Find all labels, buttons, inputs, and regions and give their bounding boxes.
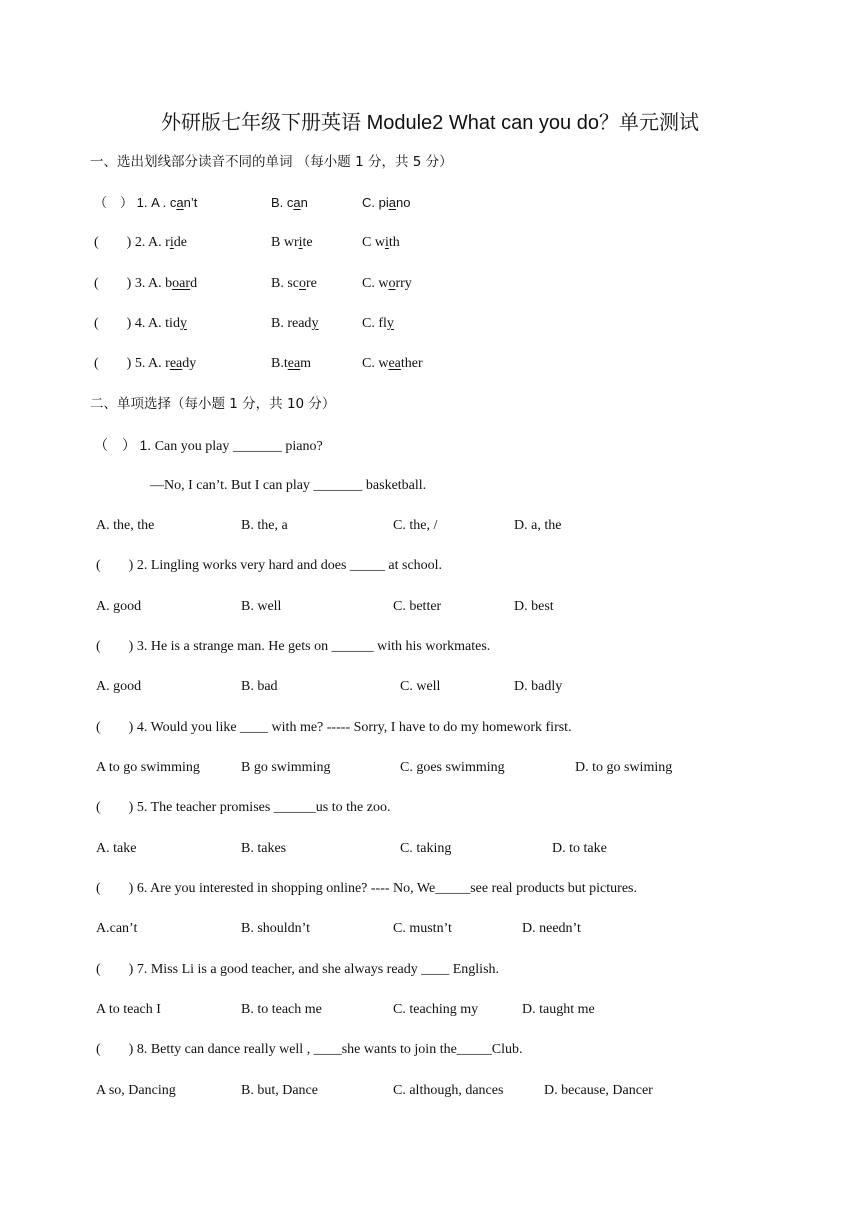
answer-paren[interactable]: ( ) <box>94 235 132 250</box>
option-c: C. weather <box>362 356 423 371</box>
underlined-letters: ea <box>169 356 183 371</box>
option-d[interactable]: D. to take <box>552 841 607 856</box>
answer-paren[interactable]: ( ) <box>96 800 134 815</box>
question-1 <box>94 435 323 457</box>
option-a[interactable]: A.can’t <box>96 921 138 936</box>
option-c[interactable]: C. goes swimming <box>400 760 505 775</box>
option-b[interactable]: B. to teach me <box>241 1002 322 1017</box>
underlined-letters: o <box>388 276 396 291</box>
title-cn-prefix: 外研版七年级下册英语 <box>161 110 362 134</box>
answer-paren[interactable]: ( ) <box>94 276 132 291</box>
answer-paren[interactable]: ( ) <box>96 558 134 573</box>
option-d[interactable]: D. a, the <box>514 518 562 533</box>
option-a[interactable]: A to teach I <box>96 1002 161 1017</box>
option-c[interactable]: C. well <box>400 679 441 694</box>
option-d[interactable]: D. taught me <box>522 1002 595 1017</box>
option-b: B. score <box>271 276 317 291</box>
section1-heading: 一、选出划线部分读音不同的单词 （每小题 1 分，共 5 分） <box>90 154 453 170</box>
option-b[interactable]: B go swimming <box>241 760 331 775</box>
answer-paren[interactable]: ( ) <box>96 962 134 977</box>
question-text: 8. Betty can dance really well , ____she wants to join the_____Club. <box>133 1042 523 1057</box>
option-d[interactable]: D. to go swiming <box>575 760 673 775</box>
option-b[interactable]: B. well <box>241 599 282 614</box>
option-b[interactable]: B. shouldn’t <box>241 921 310 936</box>
option-c: C. fly <box>362 316 394 331</box>
answer-paren[interactable]: ( ) <box>94 356 132 371</box>
underlined-letters: y <box>386 316 394 331</box>
question-text: 6. Are you interested in shopping online? ---- No, We_____see real products but pictures. <box>133 881 637 896</box>
section2-heading: 二、单项选择（每小题 1 分，共 10 分） <box>90 396 336 412</box>
option-a[interactable]: A so, Dancing <box>96 1083 176 1098</box>
question-6 <box>96 879 637 899</box>
answer-paren[interactable]: ( ) <box>96 639 134 654</box>
answer-paren[interactable]: （ ） <box>94 195 134 210</box>
option-c: C. piano <box>362 195 411 210</box>
option-a[interactable]: A to go swimming <box>96 760 200 775</box>
option-b: B.team <box>271 356 312 371</box>
option-a[interactable]: A. good <box>96 599 142 614</box>
option-b: B. can <box>271 195 308 210</box>
question-5 <box>96 798 390 818</box>
underlined-letters: i <box>169 235 174 250</box>
question-text: 3. He is a strange man. He gets on ______ with his workmates. <box>133 639 491 654</box>
underlined-letters: a <box>293 195 301 210</box>
underlined-letters: a <box>388 195 396 210</box>
option-d[interactable]: D. best <box>514 599 554 614</box>
option-c[interactable]: C. taking <box>400 841 452 856</box>
answer-paren[interactable]: ( ) <box>96 720 134 735</box>
underlined-letters: o <box>299 276 306 291</box>
option-a: 1. A . can’t <box>136 195 198 210</box>
option-c: C with <box>362 235 400 250</box>
underlined-letters: ea <box>388 356 401 371</box>
phonics-row-3 <box>94 274 197 294</box>
question-text: 4. Would you like ____ with me? ----- Sorry, I have to do my homework first. <box>133 720 572 735</box>
option-c[interactable]: C. the, / <box>393 518 438 533</box>
option-d[interactable]: D. badly <box>514 679 563 694</box>
answer-paren[interactable]: ( ) <box>94 316 132 331</box>
question-text: 7. Miss Li is a good teacher, and she always ready ____ English. <box>133 962 500 977</box>
option-b[interactable]: B. takes <box>241 841 287 856</box>
underlined-letters: oar <box>172 276 191 291</box>
phonics-row-1 <box>94 193 197 213</box>
question-1-reply: —No, I can’t. But I can play _______ basketball. <box>150 478 427 493</box>
title-en-middle: Module2 What can you do <box>361 112 599 134</box>
option-b[interactable]: B. bad <box>241 679 278 694</box>
document-title <box>0 106 860 135</box>
question-text: Can you play _______ piano? <box>151 439 323 454</box>
option-c[interactable]: C. better <box>393 599 442 614</box>
option-d[interactable]: D. needn’t <box>522 921 581 936</box>
underlined-letters: a <box>176 195 184 210</box>
underlined-letters: i <box>298 235 303 250</box>
answer-paren[interactable]: ( ) <box>96 881 134 896</box>
answer-paren[interactable]: （ ） <box>94 437 136 453</box>
question-text: 2. Lingling works very hard and does _____ at school. <box>133 558 443 573</box>
underlined-letters: i <box>384 235 389 250</box>
option-b[interactable]: B. the, a <box>241 518 288 533</box>
option-d[interactable]: D. because, Dancer <box>544 1083 653 1098</box>
option-b: B write <box>271 235 313 250</box>
option-b[interactable]: B. but, Dance <box>241 1083 318 1098</box>
phonics-row-2 <box>94 233 187 253</box>
option-a: 3. A. board <box>134 276 198 291</box>
option-a: 4. A. tidy <box>134 316 187 331</box>
question-7 <box>96 960 499 980</box>
question-4 <box>96 718 572 738</box>
option-a[interactable]: A. good <box>96 679 142 694</box>
underlined-letters: y <box>179 316 187 331</box>
option-a: 2. A. ride <box>134 235 187 250</box>
option-c[interactable]: C. mustn’t <box>393 921 452 936</box>
option-c[interactable]: C. although, dances <box>393 1083 504 1098</box>
option-c: C. worry <box>362 276 412 291</box>
question-8 <box>96 1040 523 1060</box>
option-a[interactable]: A. the, the <box>96 518 155 533</box>
phonics-row-4 <box>94 314 187 334</box>
question-text: 5. The teacher promises ______us to the zoo. <box>133 800 391 815</box>
underlined-letters: ea <box>287 356 301 371</box>
option-c[interactable]: C. teaching my <box>393 1002 479 1017</box>
answer-paren[interactable]: ( ) <box>96 1042 134 1057</box>
question-3 <box>96 637 490 657</box>
option-a[interactable]: A. take <box>96 841 137 856</box>
underlined-letters: y <box>311 316 319 331</box>
title-cn-suffix: ？单元测试 <box>598 110 699 134</box>
phonics-row-5 <box>94 354 196 374</box>
option-a: 5. A. ready <box>134 356 197 371</box>
question-2 <box>96 556 442 576</box>
question-number: 1. <box>139 437 152 453</box>
option-b: B. ready <box>271 316 319 331</box>
